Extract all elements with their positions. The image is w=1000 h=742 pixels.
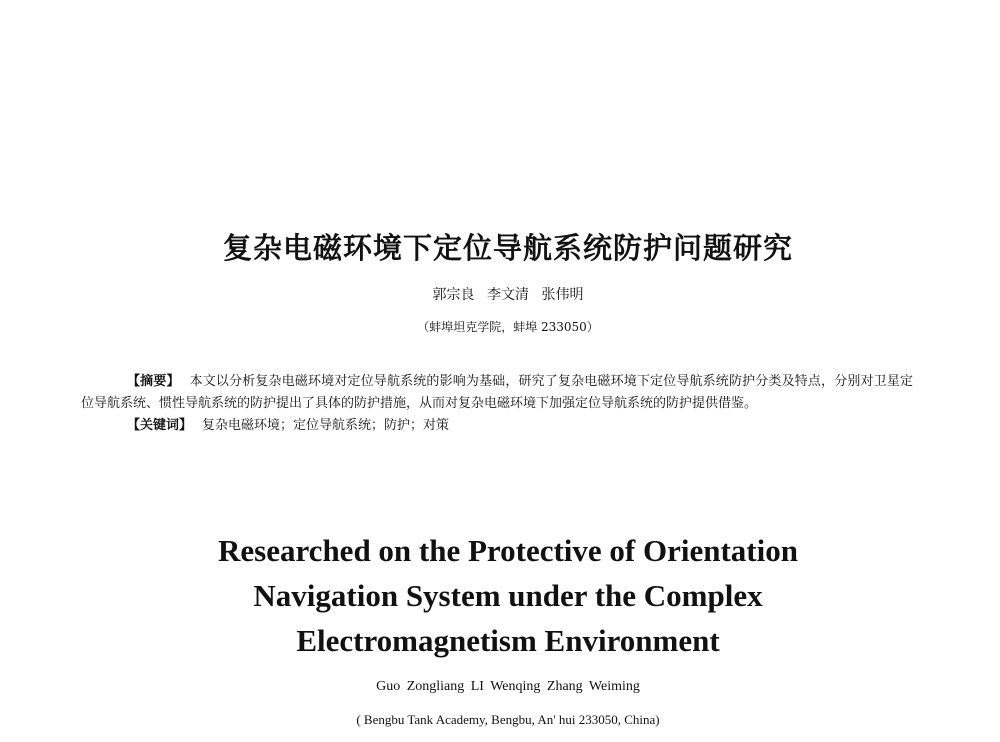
- keywords-text: 复杂电磁环境；定位导航系统；防护；对策: [202, 418, 450, 433]
- keywords-paragraph: [81, 415, 913, 437]
- english-title: [0, 528, 1000, 663]
- english-title-line-3: Electromagnetism Environment: [296, 623, 720, 658]
- abstract-label: 【摘要】: [127, 374, 180, 389]
- keywords-label: 【关键词】: [127, 418, 193, 433]
- abstract-section: [81, 371, 913, 437]
- english-authors: Guo Zongliang LI Wenqing Zhang Weiming: [376, 679, 640, 694]
- chinese-authors: 郭宗良 李文清 张伟明: [432, 287, 584, 303]
- english-affiliation: ( Bengbu Tank Academy, Bengbu, An' hui 233050, China): [356, 712, 660, 727]
- english-title-line-2: Navigation System under the Complex: [253, 578, 763, 613]
- chinese-affiliation: （蚌埠坦克学院，蚌埠 233050）: [417, 320, 599, 334]
- abstract-paragraph: [81, 371, 913, 415]
- english-title-line-1: Researched on the Protective of Orientation: [218, 533, 798, 568]
- chinese-title: 复杂电磁环境下定位导航系统防护问题研究: [222, 231, 793, 265]
- abstract-text: 本文以分析复杂电磁环境对定位导航系统的影响为基础，研究了复杂电磁环境下定位导航系统防护分类及特点，分别对卫星定位导航系统、惯性导航系统的防护提出了具体的防护措施，从而对复杂电磁环境下加强定位导航系统的防护提供借鉴。: [81, 374, 913, 411]
